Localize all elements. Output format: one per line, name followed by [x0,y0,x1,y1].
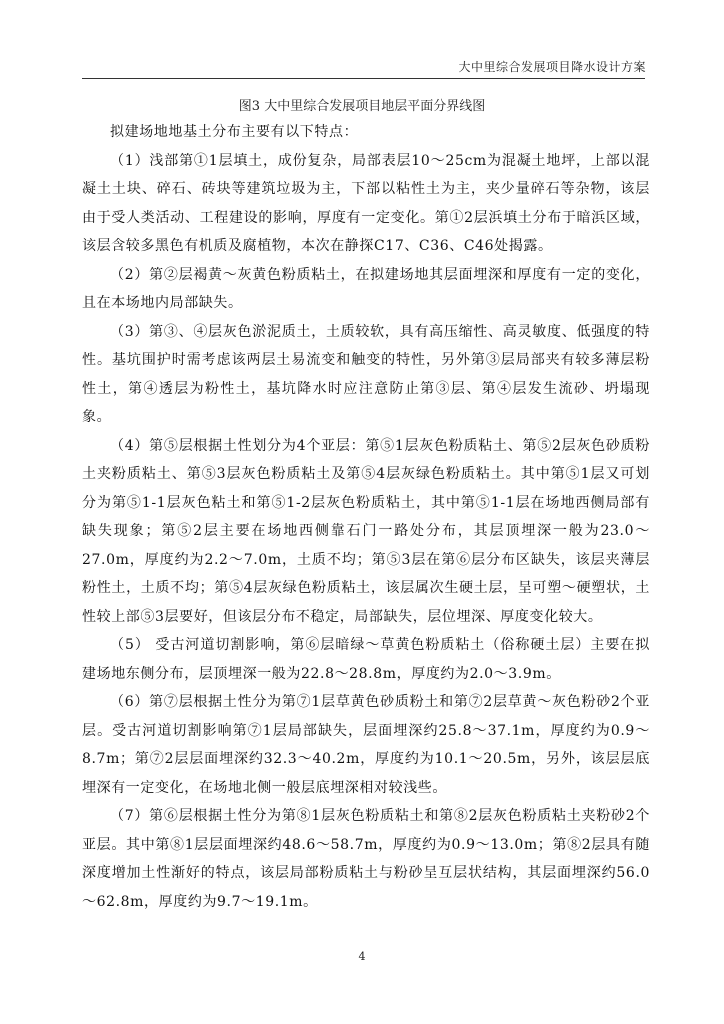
header-title: 大中里综合发展项目降水设计方案 [458,60,646,74]
figure-caption: 图3 大中里综合发展项目地层平面分界线图 [238,99,486,114]
body-text [82,118,650,916]
paragraph-layer-5: （4）第⑤层根据土性划分为4个亚层：第⑤1层灰色粉质粘土、第⑤2层灰色砂质粉土夹粉质粘土、第⑤3层灰色粉质粘土及第⑤4层灰绿色粉质粘土。其中第⑤1层又可划分为第⑤1-1层灰色粘土和第⑤1-2层灰色粉质粘土，其中第⑤1-1层在场地西侧局部有缺失现象；第⑤2层主要在场地西侧靠石门一路处分布，其层顶埋深一般为23.0～27.0m，厚度约为2.2～7.0m，土质不均；第⑤3层在第⑥层分布区缺失，该层夹薄层粉性土，土质不均；第⑤4层灰绿色粉质粘土，该层属次生硬土层，呈可塑～硬塑状，土性较上部⑤3层要好，但该层分布不稳定，局部缺失，层位埋深、厚度变化较大。 [82,437,650,625]
intro-paragraph: 拟建场地地基土分布主要有以下特点： [110,124,359,140]
header-divider [82,78,645,79]
page-number: 4 [358,950,366,963]
paragraph-layer-3-4: （3）第③、④层灰色淤泥质土，土质较软，具有高压缩性、高灵敏度、低强度的特性。基坑围护时需考虑该两层土易流变和触变的特性，另外第③层局部夹有较多薄层粉性土，第④透层为粉性土，基坑降水时应注意防止第③层、第④层发生流砂、坍塌现象。 [82,323,650,425]
paragraph-layer-7: （6）第⑦层根据土性分为第⑦1层草黄色砂质粉土和第⑦2层草黄～灰色粉砂2个亚层。受古河道切割影响第⑦1层局部缺失，层面埋深约25.8～37.1m，厚度约为0.9～8.7m；第⑦2层层面埋深约32.3～40.2m，厚度约为10.1～20.5m，另外，该层层底埋深有一定变化，在场地北侧一般层底埋深相对较浅些。 [82,694,650,796]
paragraph-layer-2: （2）第②层褐黄～灰黄色粉质粘土，在拟建场地其层面埋深和厚度有一定的变化，且在本场地内局部缺失。 [82,266,650,311]
paragraph-layer-1: （1）浅部第①1层填土，成份复杂，局部表层10～25cm为混凝土地坪，上部以混凝土土块、碎石、砖块等建筑垃圾为主，下部以粘性土为主，夹少量碎石等杂物，该层由于受人类活动、工程建设的影响，厚度有一定变化。第①2层浜填土分布于暗浜区域，该层含较多黑色有机质及腐植物，本次在静探C17、C36、C46处揭露。 [82,152,650,254]
paragraph-layer-6: （5） 受古河道切割影响，第⑥层暗绿～草黄色粉质粘土（俗称硬土层）主要在拟建场地东侧分布，层顶埋深一般为22.8～28.8m，厚度约为2.0～3.9m。 [82,637,650,682]
paragraph-layer-8: （7）第⑥层根据土性分为第⑧1层灰色粉质粘土和第⑧2层灰色粉质粘土夹粉砂2个亚层。其中第⑧1层层面埋深约48.6～58.7m，厚度约为0.9～13.0m；第⑧2层具有随深度增加土性渐好的特点，该层局部粉质粘土与粉砂呈互层状结构，其层面埋深约56.0～62.8m，厚度约为9.7～19.1m。 [82,808,650,910]
